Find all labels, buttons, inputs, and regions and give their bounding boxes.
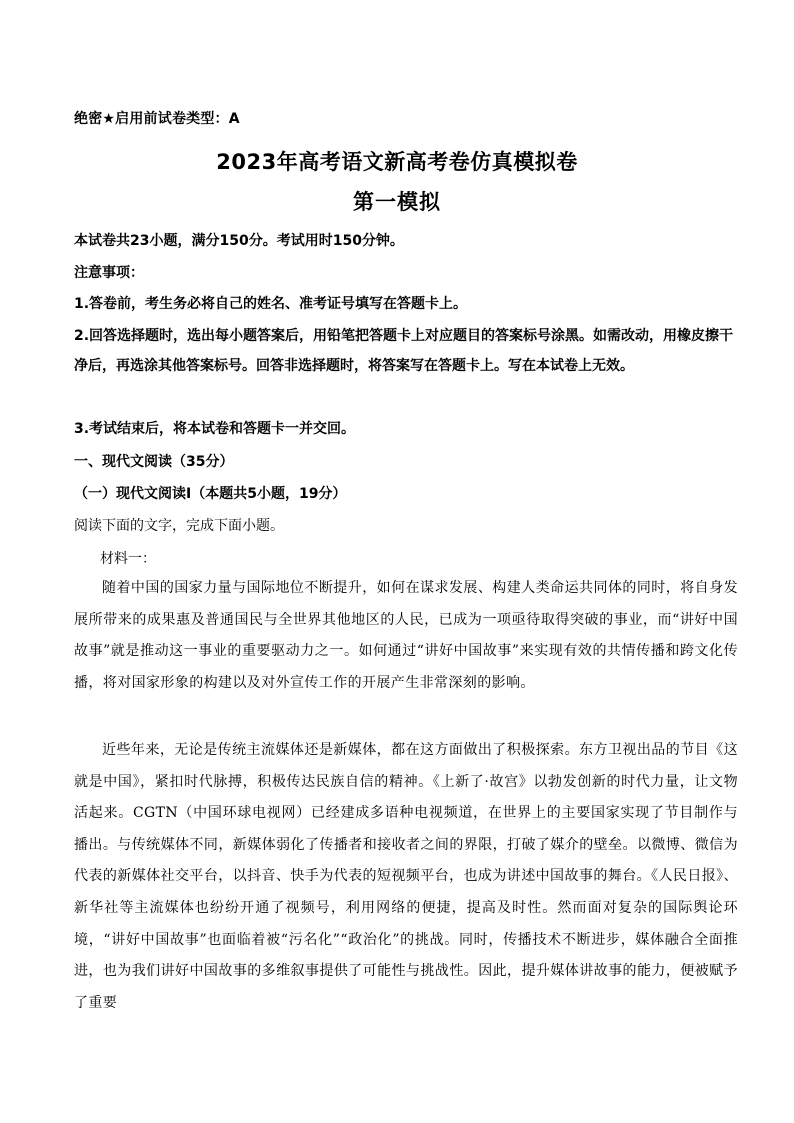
material-label: 材料一： (100, 551, 156, 567)
paragraph-2: 近些年来，无论是传统主流媒体还是新媒体，都在这方面做出了积极探索。东方卫视出品的节目《这就是中国》，紧扣时代脉搏，积极传达民族自信的精神。《上新了·故宫》以勃发创新的时代力量，让文物活起来。CGTN（中国环球电视网）已经建成多语种电视频道，在世界上的主要国家实现了节目制作与播出。与传统媒体不同，新媒体弱化了传播者和接收者之间的界限，打破了媒介的壁垒。以微博、微信为代表的新媒体社交平台，以抖音、快手为代表的短视频平台，也成为讲述中国故事的舞台。《人民日报》、新华社等主流媒体也纷纷开通了视频号，利用网络的便捷，提高及时性。然而面对复杂的国际舆论环境，“讲好中国故事”也面临着被“污名化”“政治化”的挑战。同时，传播技术不断进步，媒体融合全面推进，也为我们讲好中国故事的多维叙事提供了可能性与挑战性。因此，提升媒体讲故事的能力，便被赋予了重要 (74, 742, 738, 1011)
exam-title: 2023年高考语文新高考卷仿真模拟卷 (216, 150, 578, 174)
exam-subtitle: 第一模拟 (353, 190, 441, 214)
note-2: 2.回答选择题时，选出每小题答案后，用铅笔把答题卡上对应题目的答案标号涂黑。如需改动，用橡皮擦干净后，再选涂其他答案标号。回答非选择题时，将答案写在答题卡上。写在本试卷上无效。 (74, 328, 734, 374)
confidential-label: 绝密★启用前试卷类型：A (74, 111, 240, 127)
notes-title: 注意事项： (74, 265, 144, 281)
section-subheading: （一）现代文阅读Ⅰ（本题共5小题，19分） (74, 486, 347, 502)
section-heading: 一、现代文阅读（35分） (74, 454, 234, 470)
note-3: 3.考试结束后，将本试卷和答题卡一并交回。 (74, 421, 356, 437)
exam-summary: 本试卷共23小题，满分150分。考试用时150分钟。 (74, 233, 404, 249)
reading-instruction: 阅读下面的文字，完成下面小题。 (74, 518, 284, 534)
paragraph-1: 随着中国的国家力量与国际地位不断提升，如何在谋求发展、构建人类命运共同体的同时，将自身发展所带来的成果惠及普通国民与全世界其他地区的人民，已成为一项亟待取得突破的事业，而“讲好中国故事”就是推动这一事业的重要驱动力之一。如何通过“讲好中国故事”来实现有效的共情传播和跨文化传播，将对国家形象的构建以及对外宣传工作的开展产生非常深刻的影响。 (74, 580, 738, 691)
note-1: 1.答卷前，考生务必将自己的姓名、准考证号填写在答题卡上。 (74, 296, 468, 312)
